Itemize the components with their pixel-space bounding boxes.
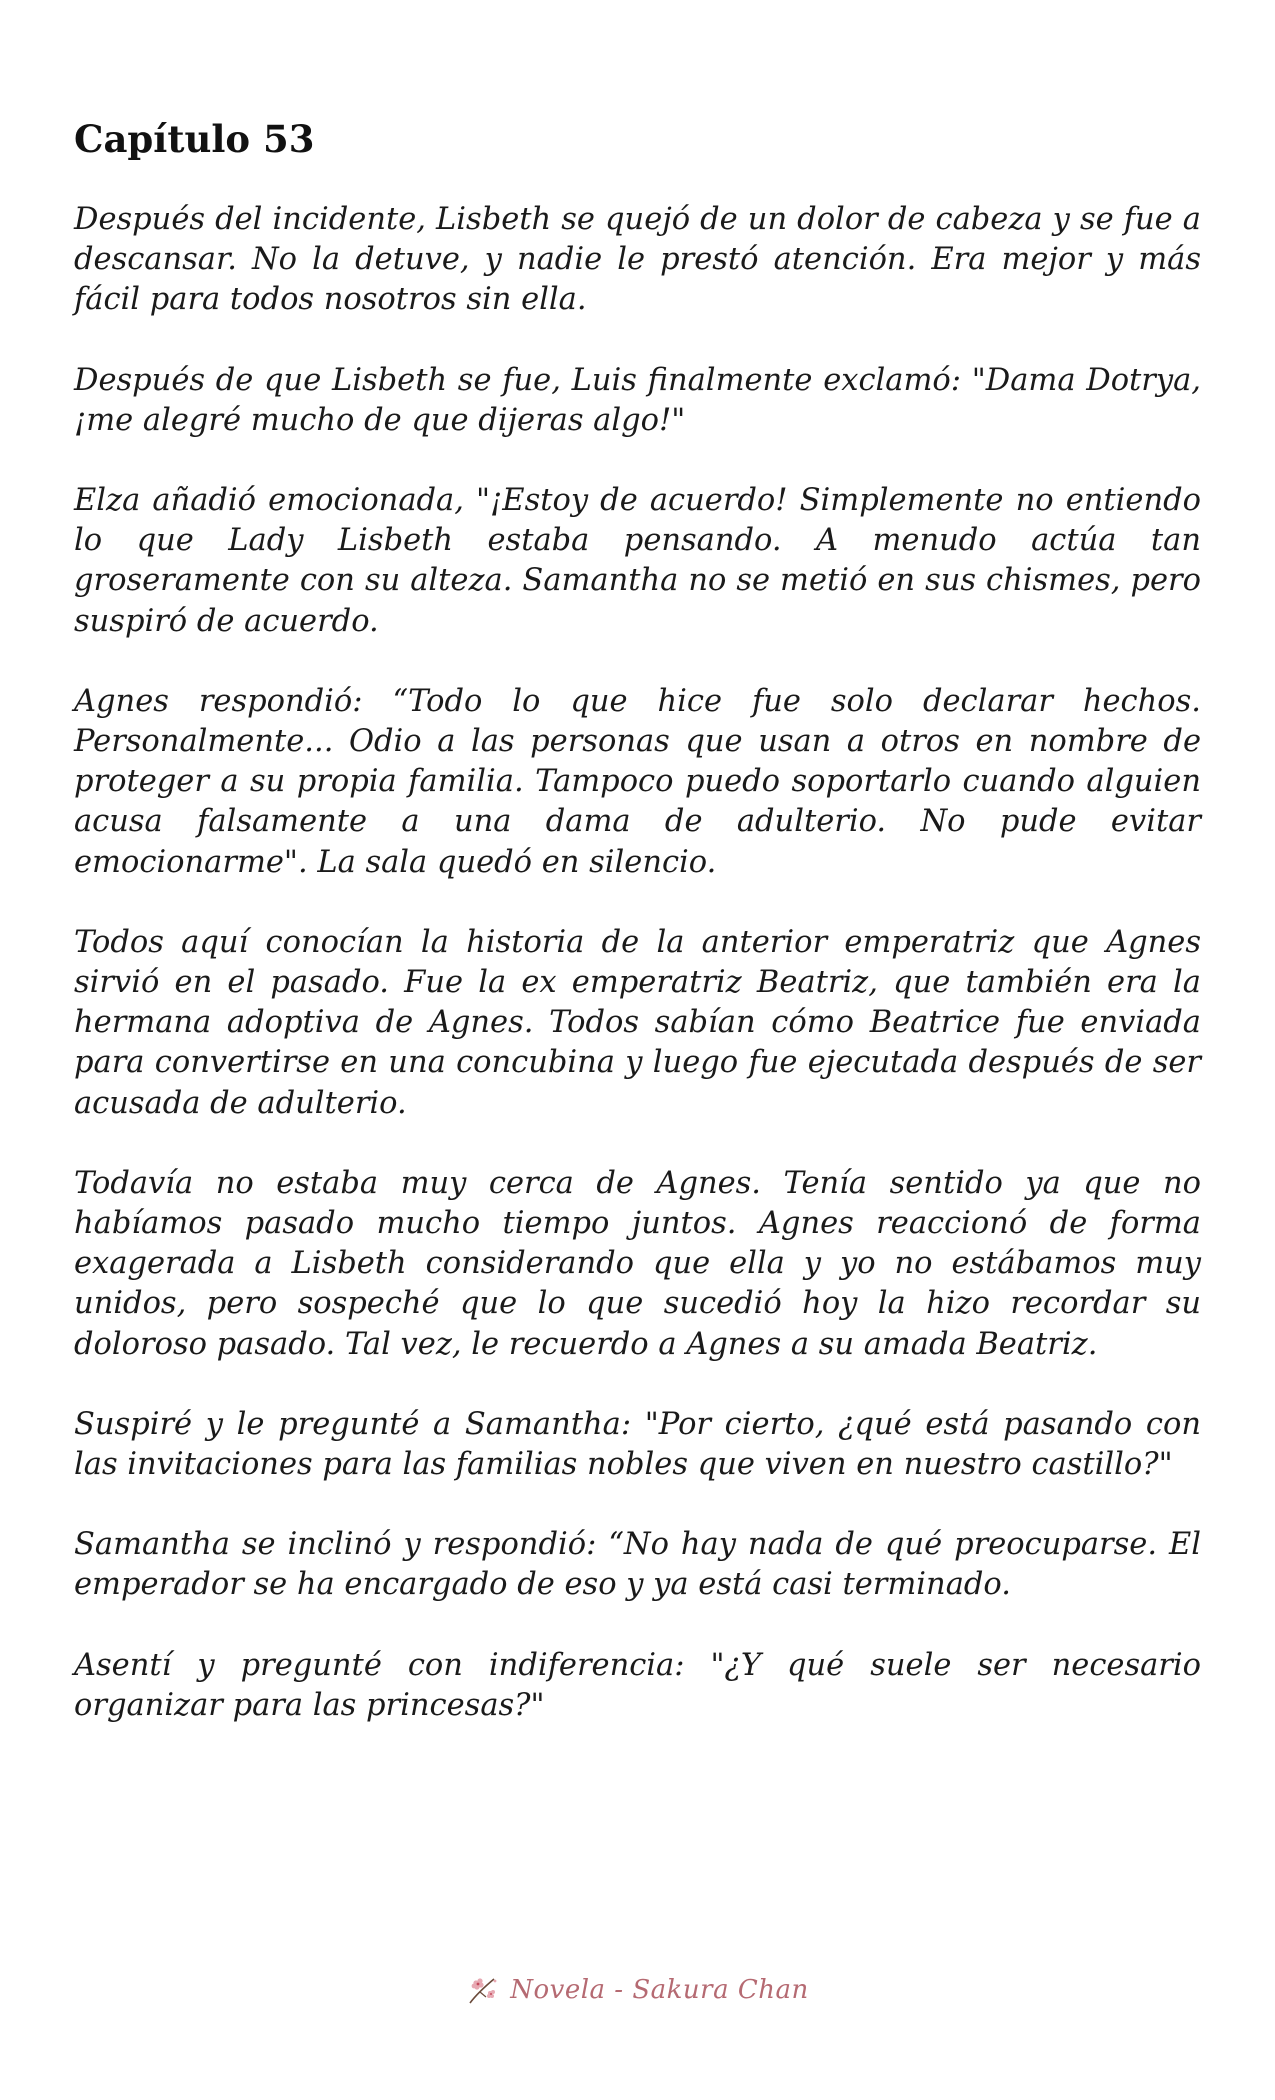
footer-credit: Novela - Sakura Chan xyxy=(510,1975,809,2005)
paragraph: Todos aquí conocían la historia de la anterior emperatriz que Agnes sirvió en el pasado. Fue la ex emperatriz Beatriz, que también era la hermana adoptiva de Agnes. Todos sabían cómo Beatrice fue enviada para convertirse en una concubina y luego fue ejecutada después de ser acusada de adulterio. xyxy=(74,924,1201,1121)
paragraph: Después de que Lisbeth se fue, Luis finalmente exclamó: "Dama Dotrya, ¡me alegré mucho de que dijeras algo!" xyxy=(74,362,1201,438)
chapter-body xyxy=(74,200,1201,1766)
paragraph: Suspiré y le pregunté a Samantha: "Por cierto, ¿qué está pasando con las invitaciones para las familias nobles que viven en nuestro castillo?" xyxy=(74,1406,1201,1483)
paragraph: Después del incidente, Lisbeth se quejó de un dolor de cabeza y se fue a descansar. No la detuve, y nadie le prestó atención. Era mejor y más fácil para todos nosotros sin ella. xyxy=(74,202,1201,318)
paragraph: Todavía no estaba muy cerca de Agnes. Tenía sentido ya que no habíamos pasado mucho tiempo juntos. Agnes reaccionó de forma exagerada a Lisbeth considerando que ella y yo no estábamos muy unidos, pero sospeché que lo que sucedió hoy la hizo recordar su doloroso pasado. Tal vez, le recuerdo a Agnes a su amada Beatriz. xyxy=(74,1165,1201,1362)
paragraph: Elza añadió emocionada, "¡Estoy de acuerdo! Simplemente no entiendo lo que Lady Lisbeth estaba pensando. A menudo actúa tan groseramente con su alteza. Samantha no se metió en sus chismes, pero suspiró de acuerdo. xyxy=(74,483,1201,639)
footer xyxy=(0,1960,1275,2020)
sakura-blossom-icon xyxy=(466,1973,500,2007)
footer-watermark xyxy=(466,1973,809,2007)
paragraph: Asentí y pregunté con indiferencia: "¿Y qué suele ser necesario organizar para las princesas?" xyxy=(74,1647,1201,1723)
paragraph: Samantha se inclinó y respondió: “No hay nada de qué preocuparse. El emperador se ha encargado de eso y ya está casi terminado. xyxy=(74,1527,1201,1603)
paragraph: Agnes respondió: “Todo lo que hice fue solo declarar hechos. Personalmente... Odio a las personas que usan a otros en nombre de proteger a su propia familia. Tampoco puedo soportarlo cuando alguien acusa falsamente a una dama de adulterio. No pude evitar emocionarme". La sala quedó en silencio. xyxy=(74,683,1201,880)
chapter-title: Capítulo 53 xyxy=(74,117,315,161)
